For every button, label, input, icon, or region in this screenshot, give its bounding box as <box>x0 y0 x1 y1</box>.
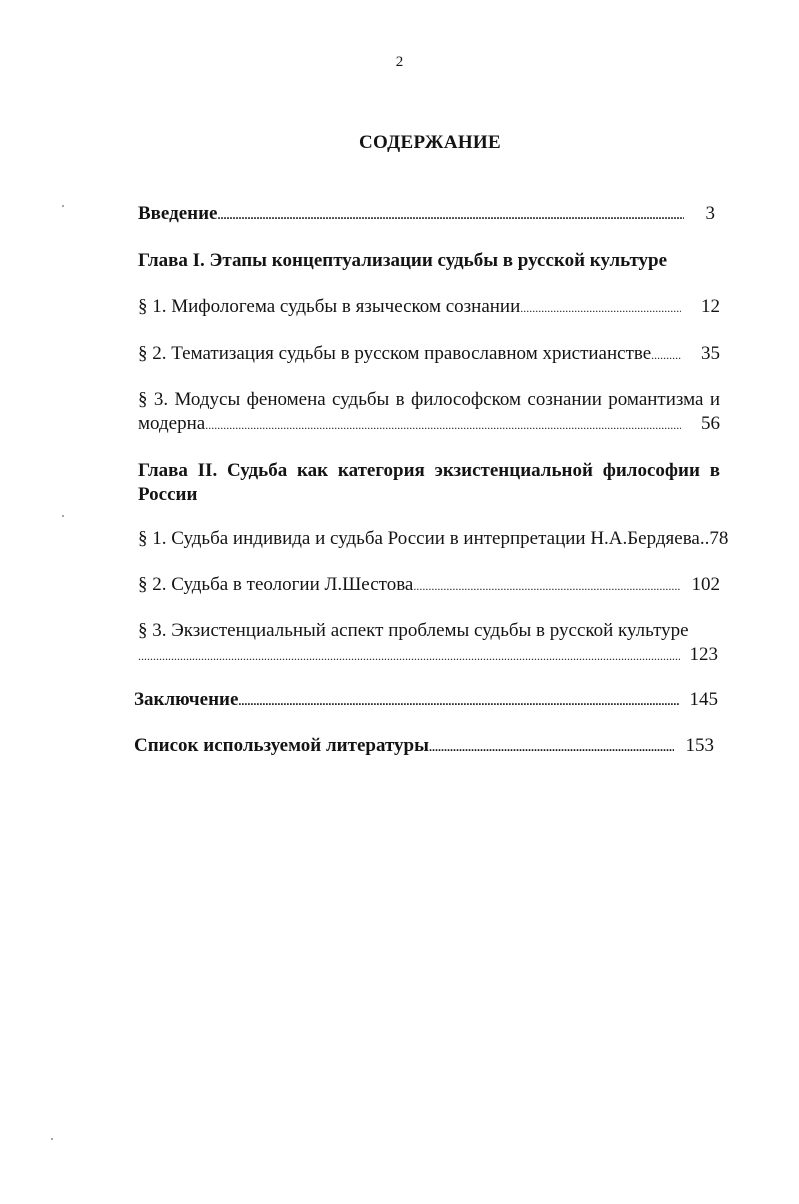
toc-entry-ch1-s3-line1: § 3. Модусы феномена судьбы в философском сознании романтизма и <box>138 389 720 410</box>
toc-entry-page: 123 <box>689 644 718 665</box>
dot-leader <box>429 734 674 760</box>
toc-entry-page: 102 <box>691 574 720 595</box>
toc-entry-label: Заключение <box>134 689 239 710</box>
scan-speck <box>51 1138 53 1140</box>
toc-chapter-1: Глава I. Этапы концептуализации судьбы в русской культуре <box>138 250 668 271</box>
dot-leader <box>413 573 679 599</box>
toc-entry-intro <box>138 201 715 228</box>
toc-entry-label: Введение <box>138 203 218 224</box>
toc-entry-label: § 1. Мифологема судьбы в языческом сознании <box>138 296 521 317</box>
scan-speck <box>62 205 64 207</box>
toc-entry-ch1-s2 <box>138 341 720 368</box>
dot-leader <box>520 295 681 321</box>
toc-entry-ch2-s1: § 1. Судьба индивида и судьба России в интерпретации Н.А.Бердяева..78 <box>138 528 729 549</box>
toc-chapter-2-line2: России <box>138 484 198 505</box>
dot-leader <box>205 412 681 438</box>
toc-entry-page: 153 <box>685 735 714 756</box>
dot-leader <box>651 342 681 368</box>
toc-entry-ch2-s2 <box>138 572 720 599</box>
scan-speck <box>62 515 64 517</box>
toc-entry-page: 145 <box>689 689 718 710</box>
toc-entry-label: § 2. Судьба в теологии Л.Шестова <box>138 574 414 595</box>
toc-entry-ch1-s3 <box>138 411 720 438</box>
toc-entry-ch1-s1 <box>138 294 720 321</box>
toc-entry-page: 12 <box>701 296 720 317</box>
dot-leader <box>218 202 684 228</box>
toc-entry-ch2-s3 <box>138 642 718 669</box>
toc-entry-conclusion <box>134 687 718 714</box>
page-title: СОДЕРЖАНИЕ <box>359 132 501 153</box>
toc-chapter-2-line1: Глава II. Судьба как категория экзистенциальной философии в <box>138 460 720 481</box>
toc-entry-label: § 2. Тематизация судьбы в русском православном христианстве <box>138 343 652 364</box>
dot-leader <box>138 643 680 669</box>
toc-entry-ch2-s3-line1: § 3. Экзистенциальный аспект проблемы судьбы в русской культуре <box>138 620 689 641</box>
toc-entry-label: Список используемой литературы <box>134 735 429 756</box>
page-number: 2 <box>395 54 404 70</box>
toc-entry-page: 35 <box>701 343 720 364</box>
toc-entry-label: модерна <box>138 413 206 434</box>
dot-leader <box>238 688 679 714</box>
toc-entry-page: 3 <box>705 203 715 224</box>
toc-entry-bibliography <box>134 733 714 760</box>
toc-entry-page: 56 <box>701 413 720 434</box>
